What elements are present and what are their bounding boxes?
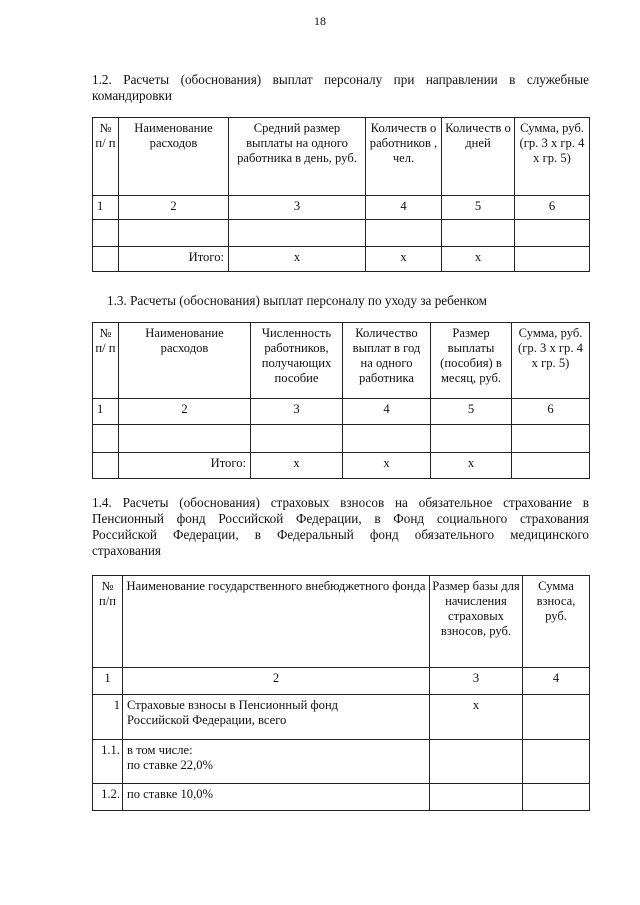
section-1-2-heading-line: командировки	[92, 88, 172, 103]
section-1-3-heading	[107, 293, 587, 309]
table-row	[93, 220, 590, 247]
column-number: 3	[251, 399, 343, 425]
row-base	[430, 740, 523, 784]
header-cell: Сумма взноса, руб.	[523, 576, 590, 668]
row-name-line: в том числе:	[127, 743, 193, 757]
total-cell: x	[442, 247, 515, 272]
column-number: 1	[93, 196, 119, 220]
table-cell	[343, 425, 431, 453]
table-header-row	[93, 118, 590, 196]
table-1-2	[92, 117, 590, 272]
row-name-line: Страховые взносы в Пенсионный фонд	[127, 698, 339, 712]
header-cell: № п/ п	[93, 323, 119, 399]
column-number: 6	[512, 399, 590, 425]
row-number: 1.2.	[93, 784, 123, 811]
table-cell	[515, 247, 590, 272]
table-cell	[93, 453, 119, 479]
header-cell: Наименование расходов	[119, 323, 251, 399]
row-name	[123, 695, 430, 740]
total-label: Итого:	[119, 453, 251, 479]
table-cell	[93, 247, 119, 272]
header-cell: Количеств о дней	[442, 118, 515, 196]
total-cell: x	[366, 247, 442, 272]
header-cell: Сумма, руб. (гр. 3 х гр. 4 х гр. 5)	[512, 323, 590, 399]
table-cell	[366, 220, 442, 247]
header-cell: Средний размер выплаты на одного работника в день, руб.	[229, 118, 366, 196]
header-cell: № п/п	[93, 576, 123, 668]
column-number: 4	[523, 668, 590, 695]
total-cell: x	[343, 453, 431, 479]
total-row	[93, 247, 590, 272]
section-1-2-heading	[92, 72, 589, 104]
row-number: 1.1.	[93, 740, 123, 784]
section-1-4-heading	[92, 495, 589, 559]
row-name	[123, 740, 430, 784]
column-number: 1	[93, 399, 119, 425]
page-number: 18	[314, 14, 326, 28]
section-1-4-heading-line: Российской Федерации, в Федеральный фонд обязательного медицинского	[92, 527, 589, 542]
column-number: 3	[229, 196, 366, 220]
column-number: 5	[431, 399, 512, 425]
section-1-4-heading-line: страхования	[92, 543, 161, 558]
table-row	[93, 740, 590, 784]
header-cell: Наименование государственного внебюджетного фонда	[123, 576, 430, 668]
table-1-4	[92, 575, 590, 811]
total-label: Итого:	[119, 247, 229, 272]
table-cell	[512, 453, 590, 479]
row-number: 1	[93, 695, 123, 740]
section-1-3-heading-line: 1.3. Расчеты (обоснования) выплат персоналу по уходу за ребенком	[107, 293, 488, 308]
column-number: 3	[430, 668, 523, 695]
row-base	[430, 784, 523, 811]
column-number: 6	[515, 196, 590, 220]
table-1-3	[92, 322, 590, 479]
column-number: 4	[366, 196, 442, 220]
table-row	[93, 695, 590, 740]
total-cell: x	[229, 247, 366, 272]
table-header-row	[93, 323, 590, 399]
table-cell	[93, 220, 119, 247]
table-cell	[119, 220, 229, 247]
column-number: 2	[119, 196, 229, 220]
header-cell: № п/ п	[93, 118, 119, 196]
row-sum	[523, 695, 590, 740]
table-cell	[515, 220, 590, 247]
row-name-line: по ставке 22,0%	[127, 758, 214, 772]
column-number-row	[93, 196, 590, 220]
column-number-row	[93, 668, 590, 695]
row-name-line: Российской Федерации, всего	[127, 713, 287, 727]
table-cell	[251, 425, 343, 453]
table-cell	[93, 425, 119, 453]
row-name: по ставке 10,0%	[123, 784, 430, 811]
header-cell: Количеств о работников , чел.	[366, 118, 442, 196]
section-1-4-heading-line: Пенсионный фонд Российской Федерации, в Фонд социального страхования	[92, 511, 589, 526]
table-cell	[442, 220, 515, 247]
header-cell: Сумма, руб. (гр. 3 х гр. 4 х гр. 5)	[515, 118, 590, 196]
header-cell: Количество выплат в год на одного работника	[343, 323, 431, 399]
header-cell: Размер выплаты (пособия) в месяц, руб.	[431, 323, 512, 399]
row-sum	[523, 784, 590, 811]
total-cell: x	[251, 453, 343, 479]
column-number: 2	[123, 668, 430, 695]
column-number: 2	[119, 399, 251, 425]
column-number: 1	[93, 668, 123, 695]
table-cell	[119, 425, 251, 453]
section-1-4-heading-line: 1.4. Расчеты (обоснования) страховых взносов на обязательное страхование в	[92, 495, 589, 510]
table-cell	[431, 425, 512, 453]
table-row	[93, 425, 590, 453]
header-cell: Наименование расходов	[119, 118, 229, 196]
column-number: 4	[343, 399, 431, 425]
section-1-2-heading-line: 1.2. Расчеты (обоснования) выплат персоналу при направлении в служебные	[92, 72, 589, 87]
total-row	[93, 453, 590, 479]
row-base: x	[430, 695, 523, 740]
column-number-row	[93, 399, 590, 425]
table-header-row	[93, 576, 590, 668]
table-cell	[512, 425, 590, 453]
table-row	[93, 784, 590, 811]
total-cell: x	[431, 453, 512, 479]
row-sum	[523, 740, 590, 784]
column-number: 5	[442, 196, 515, 220]
header-cell: Размер базы для начисления страховых взносов, руб.	[430, 576, 523, 668]
header-cell: Численность работников, получающих пособие	[251, 323, 343, 399]
table-cell	[229, 220, 366, 247]
